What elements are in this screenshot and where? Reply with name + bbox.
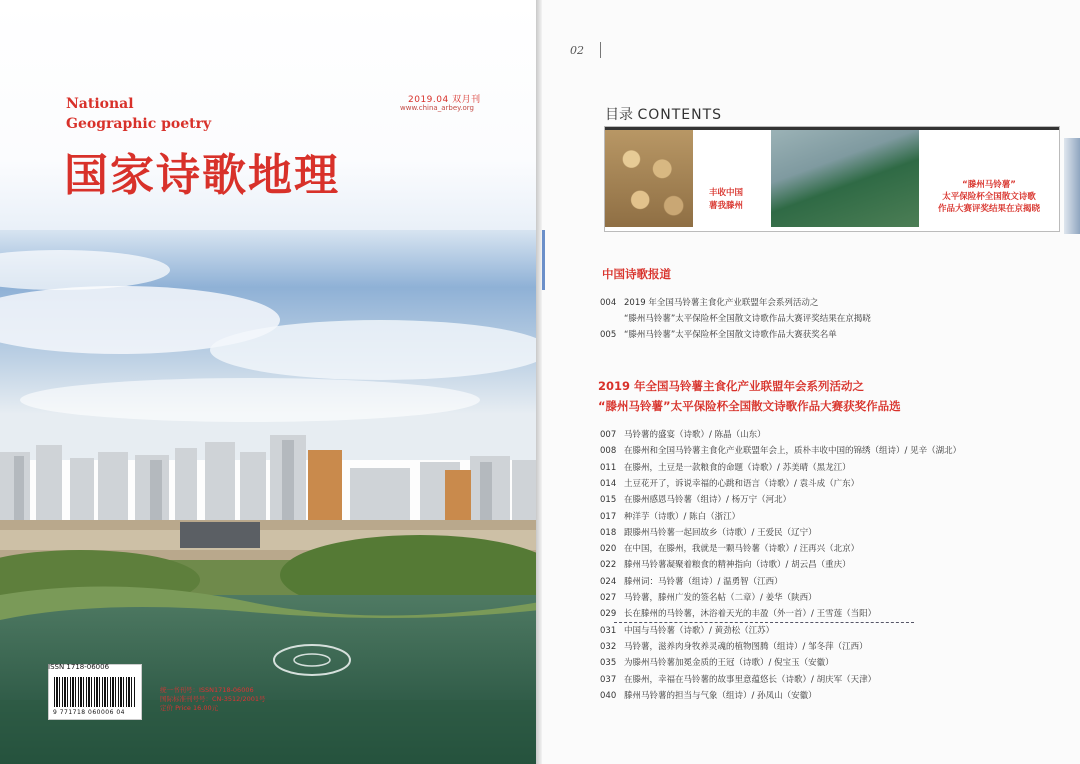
cover-title-cn: 国家诗歌地理 — [64, 150, 340, 201]
cover-barcode — [48, 664, 142, 720]
toc-entry-page: 035 — [600, 658, 617, 669]
toc-entry-page: 024 — [600, 576, 617, 587]
contents-heading-cn: 目录 — [605, 107, 633, 123]
toc-entry-page: 029 — [600, 609, 617, 620]
banner-caption-right-line3: 作品大赛评奖结果在京揭晓 — [937, 204, 1040, 214]
toc-entry-title: 马铃薯，滕州广发的签名帖（二章）/ 姜华（陕西） — [624, 593, 817, 603]
cover-issue: 2019.04 双月刊 — [408, 95, 481, 105]
cover-publication-info — [160, 686, 266, 713]
toc-entry — [600, 526, 817, 538]
pub-info-line2: 国际标准刊号号：CN-3512/2001号 — [160, 695, 266, 703]
toc-entry-title: 种洋芋（诗歌）/ 陈白（浙江） — [624, 511, 741, 522]
handwritten-underline — [614, 612, 914, 623]
barcode-bars — [54, 677, 136, 707]
cover-title-en-line2: Geographic poetry — [66, 116, 212, 132]
toc-entry-title: 滕州词：马铃薯（组诗）/ 温勇智（江西） — [624, 576, 783, 587]
toc-entry — [600, 575, 783, 587]
toc-entry-title: 在滕州感恩马铃薯（组诗）/ 杨万宁（河北） — [624, 495, 792, 506]
toc-entry-page: 031 — [600, 625, 617, 636]
cover-issn: ISSN 1718-06006 — [48, 663, 110, 671]
toc-entry-title: 土豆花开了，诉说幸福的心跳和语言（诗歌）/ 袁斗成（广东） — [624, 478, 860, 489]
toc-entry-title: 在滕州和全国马铃薯主食化产业联盟年会上，质朴丰收中国的锦绣（组诗）/ 见辛（湖北） — [624, 446, 962, 457]
toc-entry-page: 018 — [600, 527, 617, 538]
toc-entry-title: 为滕州马铃薯加冕金质的王冠（诗歌）/ 倪宝玉（安徽） — [624, 658, 834, 669]
cover-title-en-line1: National — [66, 96, 134, 112]
contents-heading-en: CONTENTS — [637, 107, 723, 123]
banner-caption-right-line2: 太平保险杯全国散文诗歌 — [942, 192, 1036, 202]
toc-entry — [600, 689, 817, 701]
page-edge-line — [542, 230, 545, 290]
toc-entry-page: 040 — [600, 690, 617, 701]
toc-entry — [600, 558, 851, 570]
toc-entry — [600, 673, 876, 685]
contents-page — [542, 0, 1080, 764]
toc-entry-title: 在滕州，土豆是一款粮食的命题（诗歌）/ 苏美晴（黑龙江） — [624, 462, 851, 473]
banner-caption-left-line2: 薯我滕州 — [708, 201, 743, 211]
toc-entry — [600, 493, 791, 505]
toc-entry-title: 跟滕州马铃薯一起回故乡（诗歌）/ 王爱民（辽宁） — [624, 527, 817, 538]
toc-entry-title: 马铃薯的盛宴（诗歌）/ 陈晶（山东） — [624, 430, 766, 440]
toc-entry-title: “滕州马铃薯”太平保险杯全国散文诗歌作品大赛获奖名单 — [624, 330, 837, 340]
section2-title-line2: “滕州马铃薯”太平保险杯全国散文诗歌作品大赛获奖作品选 — [598, 399, 901, 413]
toc-entry-title: 滕州马铃薯的担当与气象（组诗）/ 孙凤山（安徽） — [624, 690, 817, 701]
toc-entry-title: 滕州马铃薯凝聚着粮食的精神指向（诗歌）/ 胡云昌（重庆） — [624, 560, 851, 571]
toc-entry-page: 027 — [600, 593, 617, 603]
page-number: 02 — [570, 44, 584, 57]
toc-entry-title: 长在滕州的马铃薯，沐浴着天光的丰盈（外一首）/ 王雪莲（当阳） — [624, 609, 877, 620]
toc-entry-page: 037 — [600, 674, 617, 685]
toc-entry — [600, 477, 859, 489]
potato-photo — [605, 130, 693, 227]
page-number-divider — [600, 42, 601, 58]
toc-entry-page: 032 — [600, 641, 617, 652]
cover-title-en — [66, 94, 211, 134]
toc-entry-page: 004 — [600, 298, 617, 308]
river-photo — [771, 130, 919, 227]
toc-entry — [600, 461, 851, 473]
toc-entry — [600, 624, 774, 636]
contents-banner — [604, 126, 1060, 232]
pub-info-line3: 定价 Price 16.00元 — [160, 704, 219, 712]
cover-url: www.china_arbey.org — [400, 104, 474, 112]
toc-entry-page: 008 — [600, 446, 617, 457]
banner-caption-right-line1: “滕州马铃薯” — [962, 180, 1016, 190]
toc-entry-continuation: “滕州马铃薯”太平保险杯全国散文诗歌作品大赛评奖结果在京揭晓 — [624, 314, 871, 324]
pub-info-line1: 统一书刊号：ISSN1718-06006 — [160, 686, 254, 694]
toc-entry — [600, 444, 961, 456]
banner-caption-left — [699, 187, 753, 213]
toc-entry-page: 005 — [600, 330, 617, 340]
toc-entry — [600, 656, 834, 668]
toc-entry-page: 014 — [600, 478, 617, 489]
toc-entry-title: 在中国，在滕州，我就是一颗马铃薯（诗歌）/ 汪再兴（北京） — [624, 544, 860, 555]
toc-entry — [600, 510, 740, 522]
banner-caption-right — [921, 179, 1057, 215]
section1-title: 中国诗歌报道 — [602, 267, 671, 281]
toc-entry-title: 2019 年全国马铃薯主食化产业联盟年会系列活动之 — [624, 298, 819, 308]
toc-entry — [600, 296, 818, 308]
toc-entry — [600, 428, 766, 440]
toc-entry-title: 马铃薯，滋养肉身牧养灵魂的植物图腾（组诗）/ 邹冬萍（江西） — [624, 641, 868, 652]
toc-entry — [600, 591, 817, 603]
toc-entry-page: 015 — [600, 495, 617, 506]
banner-caption-left-line1: 丰收中国 — [708, 188, 743, 198]
page-edge-shadow — [1064, 138, 1080, 234]
contents-heading — [605, 104, 722, 124]
toc-entry — [600, 328, 837, 340]
toc-entry — [600, 640, 868, 652]
toc-entry-page: 007 — [600, 430, 617, 440]
toc-entry-page: 011 — [600, 462, 617, 473]
toc-entry-page: 020 — [600, 544, 617, 555]
toc-entry — [600, 542, 859, 554]
toc-entry-page: 017 — [600, 511, 617, 522]
toc-entry-page: 022 — [600, 560, 617, 571]
toc-entry-title: 中国与马铃薯（诗歌）/ 黄劲松（江苏） — [624, 625, 775, 636]
toc-entry-title: 在滕州，幸福在马铃薯的故事里意蕴悠长（诗歌）/ 胡庆军（天津） — [624, 674, 877, 685]
section2-title-line1: 2019 年全国马铃薯主食化产业联盟年会系列活动之 — [598, 379, 865, 393]
barcode-number: 9 771718 060006 04 — [53, 709, 125, 716]
